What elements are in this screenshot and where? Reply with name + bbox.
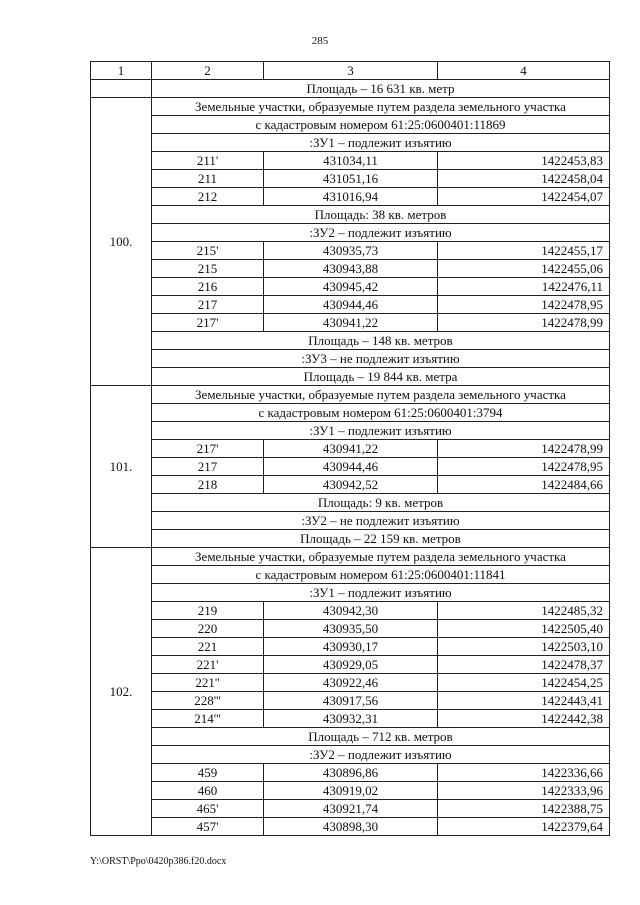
point-y: 1422505,40 bbox=[438, 620, 610, 638]
point-row bbox=[91, 476, 610, 494]
part-area-row bbox=[91, 530, 610, 548]
point-number: 459 bbox=[152, 764, 264, 782]
point-x: 430935,73 bbox=[264, 242, 438, 260]
part-area-row bbox=[91, 368, 610, 386]
point-number: 217' bbox=[152, 440, 264, 458]
table-header bbox=[91, 62, 610, 98]
group-title-line: Земельные участки, образуемые путем раздела земельного участка bbox=[152, 548, 610, 566]
group-title-line: с кадастровым номером 61:25:0600401:11869 bbox=[152, 116, 610, 134]
area-text: Площадь – 16 631 кв. метр bbox=[152, 80, 610, 98]
point-number: 221' bbox=[152, 656, 264, 674]
point-x: 430932,31 bbox=[264, 710, 438, 728]
point-x: 430944,46 bbox=[264, 458, 438, 476]
point-number: 218 bbox=[152, 476, 264, 494]
point-row bbox=[91, 458, 610, 476]
point-y: 1422455,06 bbox=[438, 260, 610, 278]
group-title-row bbox=[91, 404, 610, 422]
point-x: 430930,17 bbox=[264, 638, 438, 656]
point-y: 1422478,37 bbox=[438, 656, 610, 674]
point-number: 221'' bbox=[152, 674, 264, 692]
part-label-row bbox=[91, 584, 610, 602]
group-number: 102. bbox=[91, 548, 152, 836]
point-number: 212 bbox=[152, 188, 264, 206]
point-y: 1422443,41 bbox=[438, 692, 610, 710]
part-label: :ЗУ2 – не подлежит изъятию bbox=[152, 512, 610, 530]
point-number: 211 bbox=[152, 170, 264, 188]
land-plot-group bbox=[91, 548, 610, 836]
group-title-line: с кадастровым номером 61:25:0600401:3794 bbox=[152, 404, 610, 422]
part-label-row bbox=[91, 350, 610, 368]
point-number: 215 bbox=[152, 260, 264, 278]
land-plot-group bbox=[91, 386, 610, 548]
group-title-line: Земельные участки, образуемые путем раздела земельного участка bbox=[152, 386, 610, 404]
point-row bbox=[91, 710, 610, 728]
part-area: Площадь – 22 159 кв. метров bbox=[152, 530, 610, 548]
part-area: Площадь – 19 844 кв. метра bbox=[152, 368, 610, 386]
point-x: 430941,22 bbox=[264, 440, 438, 458]
point-row bbox=[91, 620, 610, 638]
point-x: 430935,50 bbox=[264, 620, 438, 638]
point-y: 1422333,96 bbox=[438, 782, 610, 800]
part-label: :ЗУ1 – подлежит изъятию bbox=[152, 134, 610, 152]
group-title-row bbox=[91, 116, 610, 134]
point-row bbox=[91, 278, 610, 296]
point-y: 1422379,64 bbox=[438, 818, 610, 836]
part-label-row bbox=[91, 512, 610, 530]
point-y: 1422388,75 bbox=[438, 800, 610, 818]
point-row bbox=[91, 692, 610, 710]
point-x: 430942,30 bbox=[264, 602, 438, 620]
point-x: 430929,05 bbox=[264, 656, 438, 674]
point-x: 430922,46 bbox=[264, 674, 438, 692]
point-x: 431016,94 bbox=[264, 188, 438, 206]
point-number: 217 bbox=[152, 458, 264, 476]
point-x: 430943,88 bbox=[264, 260, 438, 278]
point-x: 430896,86 bbox=[264, 764, 438, 782]
point-row bbox=[91, 656, 610, 674]
point-number: 214''' bbox=[152, 710, 264, 728]
point-row bbox=[91, 818, 610, 836]
group-number: 100. bbox=[91, 98, 152, 386]
point-number: 465' bbox=[152, 800, 264, 818]
point-number: 228''' bbox=[152, 692, 264, 710]
part-label: :ЗУ3 – не подлежит изъятию bbox=[152, 350, 610, 368]
point-row bbox=[91, 764, 610, 782]
part-label-row bbox=[91, 422, 610, 440]
part-label: :ЗУ1 – подлежит изъятию bbox=[152, 422, 610, 440]
part-area-row bbox=[91, 494, 610, 512]
part-label-row bbox=[91, 746, 610, 764]
group-title-line: с кадастровым номером 61:25:0600401:11841 bbox=[152, 566, 610, 584]
point-row bbox=[91, 602, 610, 620]
point-number: 217' bbox=[152, 314, 264, 332]
point-y: 1422503,10 bbox=[438, 638, 610, 656]
point-number: 211' bbox=[152, 152, 264, 170]
point-y: 1422454,07 bbox=[438, 188, 610, 206]
point-y: 1422453,83 bbox=[438, 152, 610, 170]
point-row bbox=[91, 800, 610, 818]
empty-cell bbox=[91, 80, 152, 98]
point-number: 217 bbox=[152, 296, 264, 314]
point-y: 1422476,11 bbox=[438, 278, 610, 296]
point-y: 1422484,66 bbox=[438, 476, 610, 494]
point-row bbox=[91, 314, 610, 332]
group-number: 101. bbox=[91, 386, 152, 548]
point-row bbox=[91, 152, 610, 170]
column-2-header: 2 bbox=[152, 62, 264, 80]
point-number: 220 bbox=[152, 620, 264, 638]
part-label-row bbox=[91, 134, 610, 152]
land-plot-group bbox=[91, 98, 610, 386]
point-x: 430898,30 bbox=[264, 818, 438, 836]
point-row bbox=[91, 260, 610, 278]
point-row bbox=[91, 440, 610, 458]
point-row bbox=[91, 170, 610, 188]
point-x: 430921,74 bbox=[264, 800, 438, 818]
point-y: 1422485,32 bbox=[438, 602, 610, 620]
part-label: :ЗУ1 – подлежит изъятию bbox=[152, 584, 610, 602]
column-numbers-row bbox=[91, 62, 610, 80]
point-y: 1422478,99 bbox=[438, 314, 610, 332]
point-number: 460 bbox=[152, 782, 264, 800]
point-y: 1422458,04 bbox=[438, 170, 610, 188]
group-title-row bbox=[91, 386, 610, 404]
column-1-header: 1 bbox=[91, 62, 152, 80]
point-row bbox=[91, 782, 610, 800]
column-3-header: 3 bbox=[264, 62, 438, 80]
column-4-header: 4 bbox=[438, 62, 610, 80]
point-x: 430944,46 bbox=[264, 296, 438, 314]
point-x: 431051,16 bbox=[264, 170, 438, 188]
group-title-row bbox=[91, 98, 610, 116]
point-row bbox=[91, 638, 610, 656]
point-x: 430945,42 bbox=[264, 278, 438, 296]
point-number: 216 bbox=[152, 278, 264, 296]
part-area: Площадь – 148 кв. метров bbox=[152, 332, 610, 350]
point-y: 1422336,66 bbox=[438, 764, 610, 782]
point-y: 1422442,38 bbox=[438, 710, 610, 728]
part-label-row bbox=[91, 224, 610, 242]
file-path-footer: Y:\ORST\Ppo\0420p386.f20.docx bbox=[90, 856, 227, 867]
point-y: 1422455,17 bbox=[438, 242, 610, 260]
group-title-line: Земельные участки, образуемые путем раздела земельного участка bbox=[152, 98, 610, 116]
part-area-row bbox=[91, 728, 610, 746]
point-y: 1422478,95 bbox=[438, 458, 610, 476]
point-x: 430917,56 bbox=[264, 692, 438, 710]
point-row bbox=[91, 296, 610, 314]
point-x: 430941,22 bbox=[264, 314, 438, 332]
point-y: 1422454,25 bbox=[438, 674, 610, 692]
point-row bbox=[91, 188, 610, 206]
point-number: 457' bbox=[152, 818, 264, 836]
point-y: 1422478,95 bbox=[438, 296, 610, 314]
point-number: 215' bbox=[152, 242, 264, 260]
part-label: :ЗУ2 – подлежит изъятию bbox=[152, 746, 610, 764]
point-number: 219 bbox=[152, 602, 264, 620]
point-x: 430942,52 bbox=[264, 476, 438, 494]
group-title-row bbox=[91, 548, 610, 566]
part-area: Площадь – 712 кв. метров bbox=[152, 728, 610, 746]
page-number: 285 bbox=[311, 35, 329, 47]
point-row bbox=[91, 242, 610, 260]
part-area-row bbox=[91, 332, 610, 350]
part-area-row bbox=[91, 206, 610, 224]
point-number: 221 bbox=[152, 638, 264, 656]
part-area: Площадь: 9 кв. метров bbox=[152, 494, 610, 512]
part-label: :ЗУ2 – подлежит изъятию bbox=[152, 224, 610, 242]
area-row bbox=[91, 80, 610, 98]
point-x: 430919,02 bbox=[264, 782, 438, 800]
part-area: Площадь: 38 кв. метров bbox=[152, 206, 610, 224]
point-row bbox=[91, 674, 610, 692]
point-x: 431034,11 bbox=[264, 152, 438, 170]
coordinates-table bbox=[90, 61, 610, 836]
group-title-row bbox=[91, 566, 610, 584]
point-y: 1422478,99 bbox=[438, 440, 610, 458]
